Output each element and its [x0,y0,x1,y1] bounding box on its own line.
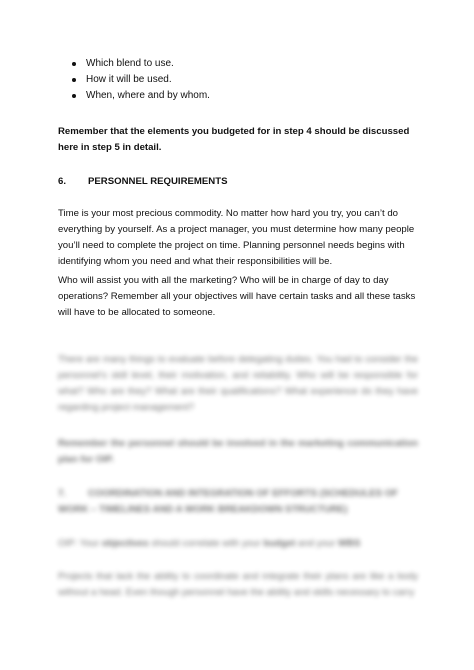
section-number: 6. [58,176,67,187]
section-title: COORDINATION AND INTEGRATION OF EFFORTS (SCHEDULES OF WORK – TIMELINES AND A WORK BREAKDOWN STRUCTURE) [58,488,399,515]
text-run: WBS [337,538,361,549]
bullet-text: How it will be used. [86,74,172,85]
text-run: should correlate with your [148,538,264,549]
body-paragraph [58,536,418,552]
text-run: OIP: Your [58,538,102,549]
body-paragraph: Projects that lack the ability to coordinate and integrate their plans are like a body without a head. Even though personnel have the ability and skills necessary to carry [58,571,418,598]
body-paragraph: There are many things to evaluate before delegating duties. You had to consider the personnel’s skill level, their motivation, and reliability. Who will be responsible for what? Who are they? What are their qualifications? What experience do they have regarding project management? [58,354,418,413]
section-number: 7. [58,488,67,499]
body-paragraph: Who will assist you with all the marketing? Who will be in charge of day to day operations? Remember all your objectives will have certain tasks and all these tasks will have to be allocated to someone. [58,275,416,318]
text-run: budget [263,538,296,549]
body-paragraph: Time is your most precious commodity. No matter how hard you try, you can’t do everything by yourself. As a project manager, you must determine how many people you’ll need to complete the project on time. Planning personnel needs begins with identifying whom you need and what their responsibilities will be. [58,208,415,267]
bullet-text: Which blend to use. [86,58,174,69]
section-title: PERSONNEL REQUIREMENTS [88,176,228,187]
text-run: and your [295,538,338,549]
bullet-text: When, where and by whom. [86,90,210,101]
text-run: objectives [101,538,149,549]
section-heading [58,486,418,518]
reminder-paragraph: Remember the personnel should be involved in the marketing communication plan for OIP. [58,438,418,465]
reminder-paragraph: Remember that the elements you budgeted for in step 4 should be discussed here in step 5 in detail. [58,126,410,153]
